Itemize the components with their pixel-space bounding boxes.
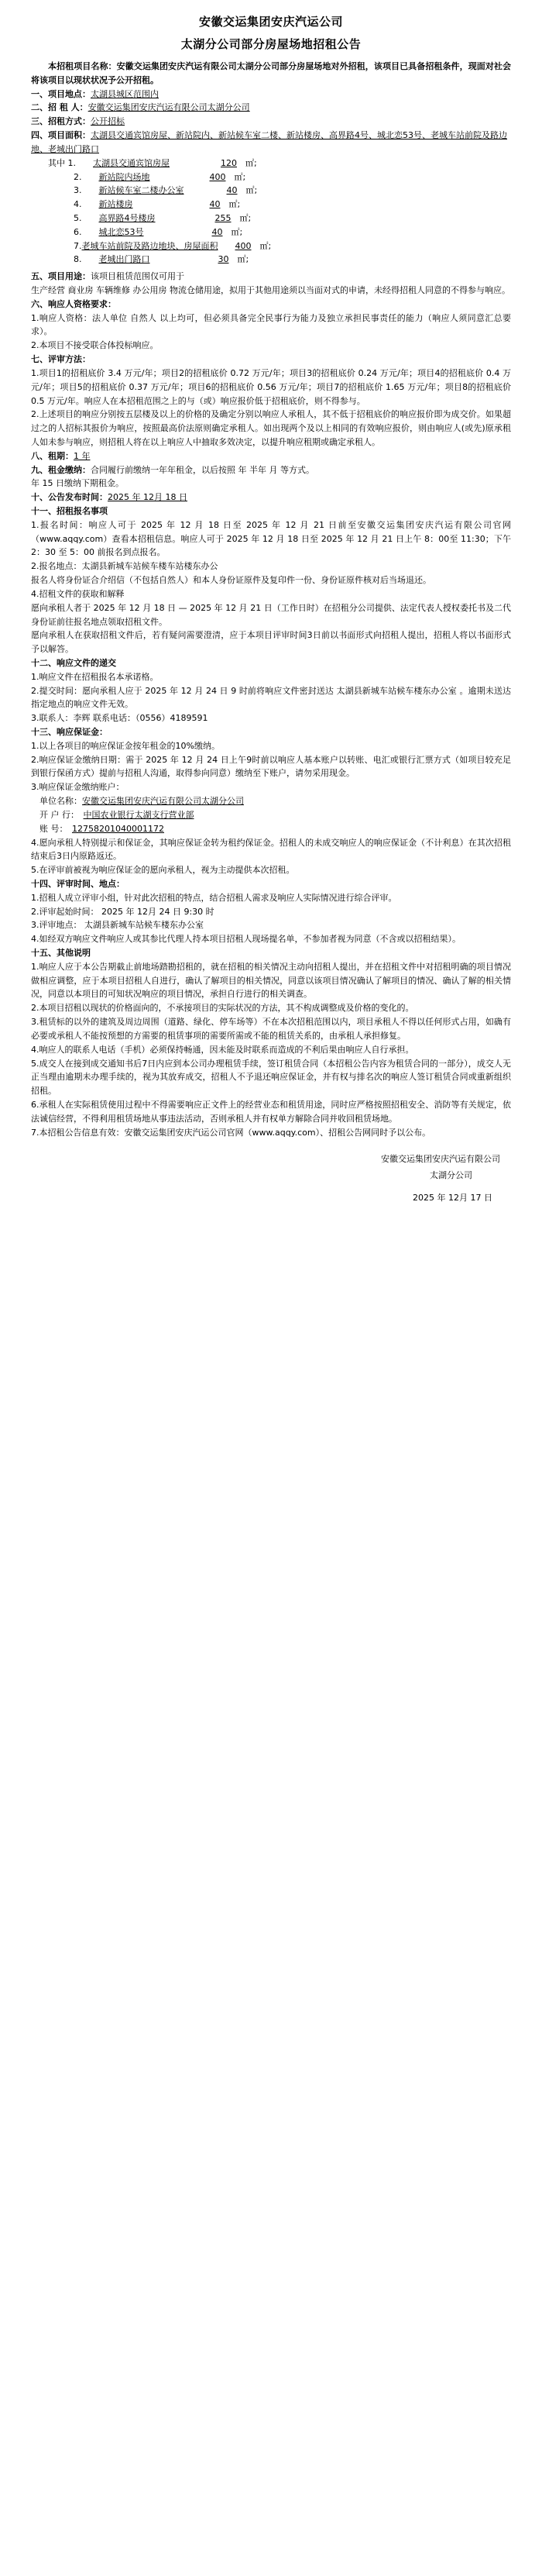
section-13-label: 十三、响应保证金：	[31, 727, 108, 737]
section-1-label: 一、项目地点：	[31, 88, 91, 99]
section-15-item-3: 3.租赁标的以外的建筑及周边周围（道路、绿化、停车场等）不在本次招租范围以内，项目承租人不得以任何形式占用，如确有必要或承租人不能按预想的方需要的租赁事项的需要所需或不能的租赁关系的，由承租人承担修复。	[31, 1017, 511, 1041]
project-area-8: 30	[218, 254, 229, 265]
section-13-item-5: 5.在评审前被视为响应保证金的愿向承租人，视为主动提供本次招租。	[31, 865, 295, 876]
section-5	[31, 270, 511, 284]
account-bank-value: 中国农业银行太湖支行营业部	[83, 809, 194, 820]
notice-document	[0, 0, 542, 1225]
section-13-item-1: 1.以上各项目的响应保证金按年租金的10%缴纳。	[31, 740, 220, 751]
section-11-item-1: 1.报名时间：响应人可于 2025 年 12 月 18 日至 2025 年 12 月 21 日前至安徽交运集团安庆汽运有限公司官网（www.aqqy.com）查看本招租信息。响应人可于 2025 年 12 月 18 日至 2025 年 12 月 21 日上午 8：00至 11:30；下午 2：30 至 5：00 前报名到点报名。	[31, 519, 511, 558]
document-title-line2: 太湖分公司部分房屋场地招租公告	[180, 36, 362, 51]
section-8-value: 1 年	[74, 450, 91, 461]
project-name-2: 新站院内场地	[98, 171, 150, 182]
section-1	[31, 88, 511, 102]
project-unit-2: ㎡;	[234, 171, 246, 182]
project-row-6: 6. 城北恋53号 40 ㎡;	[31, 226, 243, 237]
project-unit-3: ㎡;	[245, 185, 258, 196]
project-area-list	[31, 157, 511, 267]
section-15-item-6: 6.承租人在实际租赁使用过程中不得需要响应正文件上的经营业态和租赁用途，同时应严格按照招租安全、消防等有关规定，依法诚信经营，不得利用租赁场地从事违法活动，否则承租人并有权单方解除合同并收回租赁场地。	[31, 1099, 511, 1124]
section-14-item-4: 4.如经双方响应文件响应人或其参比代理人持本项目招租人现场提名单，不参加者视为同意（不含或以招租结果）。	[31, 934, 461, 945]
section-3	[31, 115, 511, 129]
section-13-item-3: 3.响应保证金缴纳账户：	[31, 782, 125, 793]
section-15-label: 十五、其他说明	[31, 948, 91, 958]
section-12-item-1: 1.响应文件在招租报名本承诺格。	[31, 671, 159, 682]
section-2-value: 安徽交运集团安庆汽运有限公司太湖分公司	[87, 102, 250, 113]
project-row-4: 4. 新站楼房 40 ㎡;	[31, 199, 241, 210]
account-bank-label: 开 户 行：	[39, 809, 75, 820]
account-number-value: 12758201040001172	[72, 823, 164, 834]
section-15-item-7: 7.本招租公告信息有效：安徽交运集团安庆汽运公司官网（www.aqqy.com）、招租公告网同时予以公布。	[31, 1127, 431, 1138]
section-11-item-6: 愿向承租人在获取招租文件后，若有疑问需要澄清，应于本项目评审时间3日前以书面形式向招租人提出，招租人将以书面形式予以解答。	[31, 630, 511, 655]
project-name-4: 新站楼房	[98, 199, 133, 210]
section-1-value: 太湖县城区范围内	[91, 88, 159, 99]
account-name-row	[31, 794, 511, 808]
project-row-7: 7.老城车站前院及路边地块、房屋面积 400 ㎡;	[31, 240, 272, 251]
project-unit-1: ㎡;	[245, 157, 257, 168]
section-6-item-1: 1.响应人资格：法人单位 自然人 以上均可，但必须具备完全民事行为能力及独立承担民事责任的能力（响应人须同意汇总要求）。	[31, 312, 511, 337]
project-area-5: 255	[214, 212, 232, 223]
section-9	[31, 463, 511, 477]
section-11-item-5: 愿向承租人者于 2025 年 12 月 18 日 — 2025 年 12 月 21 日（工作日时）在招租分公司提供、法定代表人授权委托书及二代身份证前往报名地点领取招租文件。	[31, 602, 511, 627]
document-title-line1: 安徽交运集团安庆汽运公司	[198, 15, 343, 29]
section-14-item-1: 1.招租人成立评审小组，针对此次招租的特点，结合招租人需求及响应人实际情况进行综合评审。	[31, 892, 397, 903]
section-9-label: 九、租金缴纳：	[31, 464, 91, 475]
section-2-label: 二、招 租 人：	[31, 102, 88, 113]
section-10-value: 2025 年 12月 18 日	[108, 492, 187, 503]
account-number-row	[31, 822, 511, 836]
section-7-label: 七、评审方法：	[31, 354, 91, 365]
section-12-label: 十二、响应文件的递交	[31, 657, 116, 668]
project-unit-6: ㎡;	[231, 226, 243, 237]
section-4	[31, 129, 511, 157]
section-9-text: 合同履行前缴纳一年年租金，以后按照 年 半年 月 等方式。	[91, 464, 314, 475]
project-row-8: 8. 老城出门路口 30 ㎡;	[31, 254, 249, 265]
project-name-5: 高界路4号楼房	[98, 212, 156, 223]
project-row-2: 2. 新站院内场地 400 ㎡;	[31, 171, 246, 182]
project-unit-4: ㎡;	[228, 199, 241, 210]
section-10-label: 十、公告发布时间：	[31, 492, 108, 503]
section-13-item-2: 2.响应保证金缴纳日期：需于 2025 年 12 月 24 日上午9时前以响应人基本账户以转账、电汇或银行汇票方式（如项目较充足到银行保函方式）提前与招租人沟通，取得参向同意）缴纳至下账户，请勿采用现金。	[31, 754, 511, 779]
project-unit-7: ㎡;	[259, 240, 272, 251]
project-area-6: 40	[211, 226, 223, 237]
section-9-sub: 年 15 日缴纳下期租金。	[31, 478, 124, 489]
project-name-7: 老城车站前院及路边地块、房屋面积	[81, 240, 218, 251]
section-11-item-4: 4.招租文件的获取和解释	[31, 588, 125, 599]
section-6-item-2: 2.本项目不接受联合体投标响应。	[31, 340, 159, 351]
section-15-item-2: 2.本项目招租以现状的价格面向的，不承接项目的实际状况的方法，其不构成调整成及价格的变化的。	[31, 1003, 414, 1014]
section-8	[31, 449, 511, 463]
section-13-item-4: 4.愿向承租人特别提示和保证金，其响应保证金转为租约保证金。招租人的未成交响应人的响应保证金（不计利息）在其次招租结束后3日内原路返还。	[31, 837, 511, 862]
document-footer	[31, 1152, 511, 1207]
section-10	[31, 491, 511, 505]
section-15-item-5: 5.成交人在接到成交通知书后7日内应到本公司办理租赁手续，签订租赁合同（本招租公告内容为租赁合同的一部分），成交人无正当理由逾期未办理手续的，视为其放弃成交，招租人不予退还响应保证金，并有权与排名次的响应人签订租赁合同或重新组织招租。	[31, 1058, 511, 1097]
section-12-item-2: 2.提交时间：愿向承租人应于 2025 年 12 月 24 日 9 时前将响应文件密封送达 太湖县新城车站候车楼东办公室 。逾期未送达指定地点的响应文件无效。	[31, 685, 511, 710]
project-row-3: 3. 新站候车室二楼办公室 40 ㎡;	[31, 185, 258, 196]
section-5-options: 生产经营 商业房 车辆维修 办公用房 物流仓储用途，拟用于其他用途须以当面对式的申请，未经得招租人同意的不得参与响应。	[31, 285, 510, 295]
section-4-label: 四、项目面积：	[31, 130, 91, 141]
section-5-text: 该项目租赁范围仅可用于	[91, 271, 184, 282]
footer-company: 安徽交运集团安庆汽运有限公司	[381, 1154, 500, 1165]
section-15-item-1: 1.响应人应于本公告期截止前地场踏勘招租的，就在招租的相关情况主动向招租人提出，并在招租文件中对招租明确的项目情况做相应调整，应于本项目招租人自进行，确认了解项目的相关情况，同意以该项目情况确认了解项目的情况、确认了解的相关情况，同意以本项目的可知状况响应的项目情况，承担自行进行的相关调查。	[31, 961, 511, 1000]
project-area-2: 400	[209, 171, 226, 182]
section-5-label: 五、项目用途：	[31, 271, 91, 282]
intro-paragraph: 本招租项目名称：安徽交运集团安庆汽运有限公司太湖分公司部分房屋场地对外招租，该项目已具备招租条件，现面对社会将该项目以现状状况予公开招租。	[31, 61, 511, 85]
project-area-7: 400	[235, 240, 252, 251]
project-row-1: 其中 1. 太湖县交通宾馆房屋 120 ㎡;	[31, 157, 257, 168]
project-name-1: 太湖县交通宾馆房屋	[93, 157, 170, 168]
section-7-item-1: 1.项目1的招租底价 3.4 万元/年；项目2的招租底价 0.72 万元/年；项目3的招租底价 0.24 万元/年；项目4的招租底价 0.4 万元/年；项目5的招租底价 0.37 万元/年；项目6的招租底价 0.56 万元/年；项目7的招租底价 1.65 万元/年；项目8的招租底价 0.5 万元/年。响应人在本招租范围之上的与（或）响应报价低于招租底价，则不得参与。	[31, 367, 511, 406]
account-number-label: 账 号：	[39, 823, 63, 834]
project-unit-8: ㎡;	[237, 254, 249, 265]
project-name-6: 城北恋53号	[98, 226, 144, 237]
section-7-item-2: 2.上述项目的响应分别按五层楼及以上的价格的及确定分别以响应人承租人，其不低于招租底价的响应报价即为成交价。如果超过之的人招标其报价为响应，按照最高价法原则确定承租人。如出现两个及以上相同的有效响应报价，则由响应人(或先)原承租人如未参与响应，则招租人将在以上响应人中抽取多效决定，以提升响应租期或确定承租人。	[31, 409, 511, 447]
project-area-1: 120	[221, 157, 237, 168]
section-4-value: 太湖县交通宾馆房屋、新站院内、新站候车室二楼、新站楼房、高界路4号、城北恋53号、老城车站前院及路边地、老城出门路口	[31, 130, 507, 154]
section-3-label: 三、招租方式：	[31, 116, 91, 127]
account-name-value: 安徽交运集团安庆汽运有限公司太湖分公司	[82, 796, 244, 807]
project-name-8: 老城出门路口	[98, 254, 150, 265]
footer-branch: 太湖分公司	[430, 1170, 472, 1181]
project-row-5: 5. 高界路4号楼房 255 ㎡;	[31, 212, 252, 223]
section-11-item-3: 报名人将身份证合介绍信（不包括自然人）和本人身份证原件及复印件一份、身份证原件核对后当场退还。	[31, 575, 431, 586]
section-14-item-3: 3.评审地点： 太湖县新城车站候车楼东办公室	[31, 920, 204, 931]
section-3-value: 公开招标	[91, 116, 125, 127]
footer-date: 2025 年 12月 17 日	[413, 1193, 492, 1204]
account-bank-row	[31, 808, 511, 822]
section-8-label: 八、租期：	[31, 450, 74, 461]
account-name-label: 单位名称：	[39, 796, 82, 807]
project-area-4: 40	[209, 199, 221, 210]
section-15-item-4: 4.响应人的联系人电话（手机）必须保持畅通，因未能及时联系而造成的不利后果由响应人自行承担。	[31, 1044, 414, 1055]
project-name-3: 新站候车室二楼办公室	[98, 185, 184, 196]
section-14-label: 十四、评审时间、地点：	[31, 878, 125, 889]
section-11-item-2: 2.报名地点：太湖县新城车站候车楼车站楼东办公	[31, 561, 218, 572]
project-unit-5: ㎡;	[239, 212, 252, 223]
section-2	[31, 101, 511, 115]
section-12-item-3: 3.联系人：李辉 联系电话：（0556）4189591	[31, 713, 208, 724]
section-11-label: 十一、招租报名事项	[31, 506, 108, 516]
project-area-3: 40	[226, 185, 238, 196]
section-6-label: 六、响应人资格要求：	[31, 298, 116, 309]
section-14-item-2: 2.评审起始时间： 2025 年 12月 24 日 9:30 时	[31, 906, 214, 917]
